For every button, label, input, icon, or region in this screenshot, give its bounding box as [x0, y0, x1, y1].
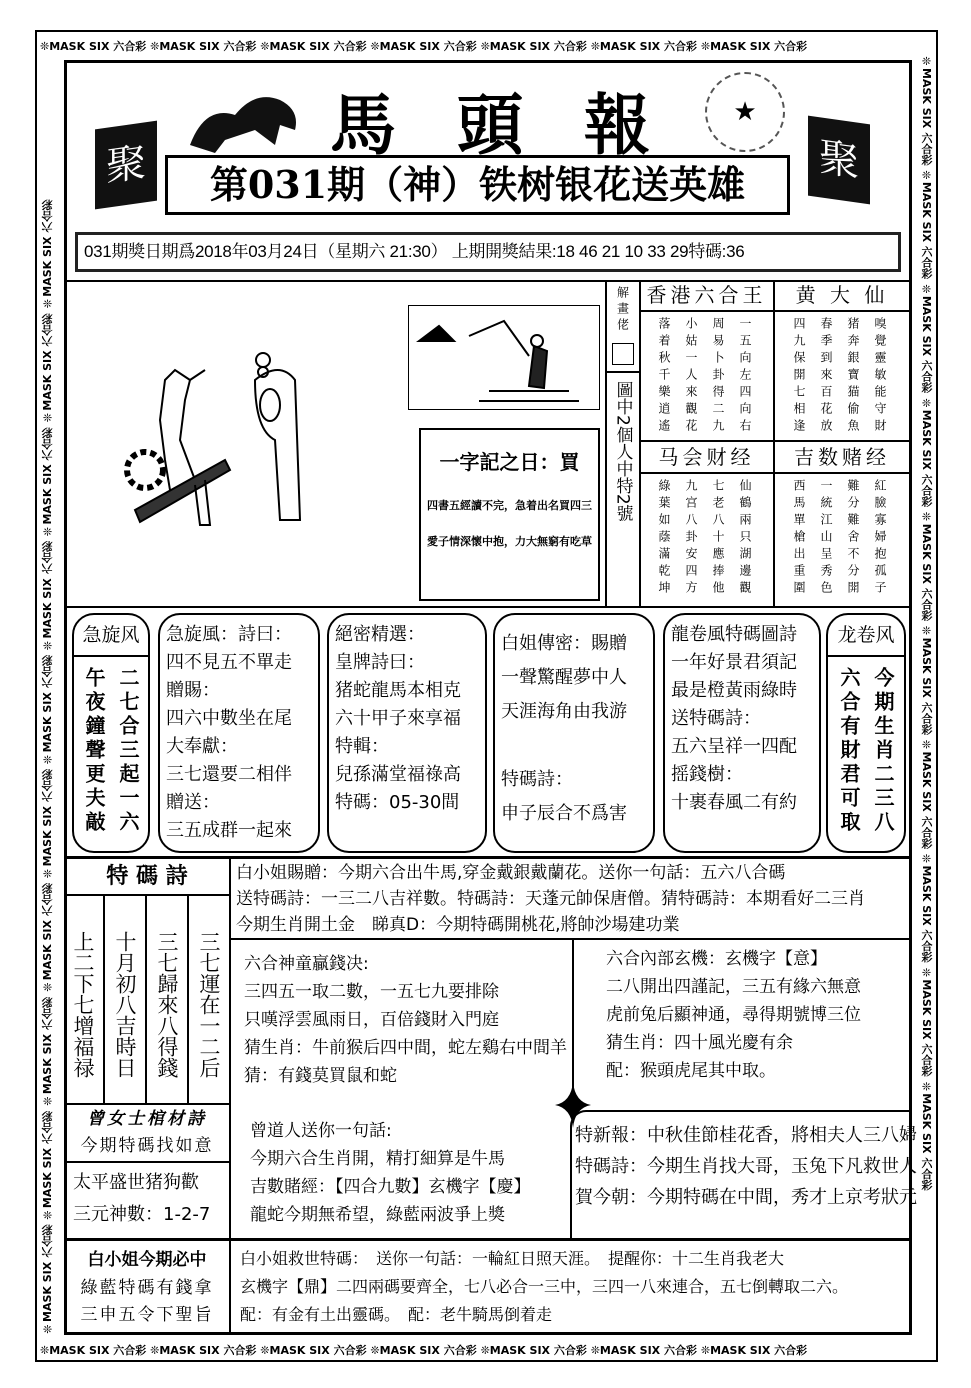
zeng-nvshi-line: 今期特碼找如意 [80, 1136, 214, 1156]
border-flower-icon: ❊ [41, 296, 54, 310]
border-lhc-text: 六合彩 [920, 1157, 933, 1191]
border-mask-text: MASK SIX [489, 40, 551, 53]
poem-line: 猪蛇龍馬本相克 [335, 680, 461, 701]
poem-line: 贈賜： [166, 680, 220, 701]
border-flower-icon: ❊ [41, 524, 54, 538]
text-line: 六合神童贏錢决: [244, 954, 369, 974]
border-mask-text: MASK SIX [41, 464, 54, 525]
jiehualao-seal [612, 343, 634, 365]
jiehualao-column [605, 280, 641, 608]
poem-line: 急旋風：詩曰： [166, 624, 292, 645]
border-flower-icon: ❊ [150, 1344, 160, 1357]
zeng-nvshi-panel [65, 1103, 231, 1163]
border-flower-icon: ❊ [480, 1344, 490, 1357]
bottom-text [240, 1245, 848, 1329]
verse-table [775, 280, 911, 442]
text-line: 猜生肖：四十風光慶有余 [606, 1033, 793, 1053]
temashi-column: 上二下七增福禄 [71, 931, 95, 1078]
border-lhc-text: 六合彩 [553, 40, 587, 53]
poem-line: 四不見五不單走 [166, 652, 292, 673]
verse-table-title: 香港六合王 [640, 280, 773, 312]
border-flower-icon: ❊ [920, 852, 933, 866]
verse-table-title: 吉数赌经 [775, 442, 909, 474]
divider-vertical [572, 938, 574, 1098]
text-line: 配：有金有土出靈碼。 配：老牛騎馬倒着走 [240, 1305, 553, 1324]
poem-line: 十裹春風二有約 [671, 792, 797, 813]
riddle-line: 愛子情深懷中抱，力大無窮有吃草 [427, 535, 592, 548]
border-lhc-text: 六合彩 [41, 997, 54, 1031]
border-mask-text: MASK SIX [920, 181, 933, 243]
text-line: 特新報：中秋佳節桂花香，將相夫人三八婦 [575, 1125, 917, 1146]
border-flower-icon: ❊ [590, 1344, 600, 1357]
border-lhc-text: 六合彩 [774, 1344, 808, 1357]
border-mask-text: MASK SIX [710, 1344, 771, 1357]
border-flower-icon: ❊ [920, 282, 933, 296]
border-flower-icon: ❊ [370, 40, 380, 53]
right-flag: 聚 [808, 116, 870, 205]
zeng-nvshi-title: 曾女士棺材詩 [87, 1109, 207, 1129]
border-flower-icon: ❊ [920, 1080, 933, 1094]
border-mask-text: MASK SIX [920, 751, 933, 812]
poem-line: 龍卷風特碼圖詩 [671, 624, 797, 645]
border-lhc-text: 六合彩 [223, 1344, 257, 1357]
border-flower-icon: ❊ [920, 168, 933, 182]
poem-line: 絕密精選： [335, 624, 425, 645]
verse-column: 落着秋千樂逍遙 [657, 317, 671, 436]
border-mask-text: MASK SIX [920, 1093, 933, 1154]
poem-line: 兒孫滿堂福祿高 [335, 764, 461, 785]
text-line: 只嘆浮雲風雨日，百倍錢財入門庭 [244, 1010, 499, 1030]
border-mask-text: MASK SIX [159, 40, 220, 53]
border-lhc-text: 六合彩 [113, 1344, 147, 1357]
border-mask-text: MASK SIX [41, 1147, 54, 1209]
text-line: 送特碼詩：一三二八吉祥數。特碼詩：天蓬元帥保唐僧。猜特碼詩：本期看好二三肖 [236, 889, 865, 909]
border-flower-icon: ❊ [41, 1208, 54, 1222]
poem-box-1 [158, 613, 320, 853]
border-lhc-text: 六合彩 [920, 815, 933, 849]
temashi-panel [65, 858, 231, 1103]
border-mask-text: MASK SIX [379, 40, 440, 53]
border-pattern-right [918, 55, 934, 1335]
border-lhc-text: 六合彩 [664, 40, 697, 53]
poem-line: 三五成群一起來 [166, 820, 292, 841]
poem-line: 六十甲子來享福 [335, 708, 461, 729]
poem-line: 送特碼詩： [671, 708, 761, 729]
border-mask-text: MASK SIX [920, 637, 933, 698]
border-flower-icon: ❊ [370, 1344, 380, 1357]
border-mask-text: MASK SIX [41, 236, 54, 297]
poem-line: 白姐傳密：賜贈 [501, 633, 627, 654]
verse-column: 春季到來百花放 [819, 317, 833, 436]
taiping-panel [65, 1163, 231, 1238]
border-flower-icon: ❊ [41, 1094, 54, 1108]
border-lhc-text: 六合彩 [223, 40, 257, 53]
border-flower-icon: ❊ [40, 40, 50, 53]
border-mask-text: MASK SIX [41, 350, 54, 411]
jiehualao-hint: 圖中2個人中特2號 [612, 381, 633, 522]
border-pattern-left [40, 55, 56, 1335]
border-flower-icon: ❊ [41, 866, 54, 880]
seal-stamp: ★ [705, 72, 785, 152]
left-flag: 聚 [95, 121, 157, 210]
border-lhc-text: 六合彩 [41, 769, 54, 803]
issue-banner: 第031期（神）铁树银花送英雄 [165, 155, 790, 215]
temashi-column: 三七運在一二后 [187, 896, 229, 1103]
border-lhc-text: 六合彩 [920, 246, 933, 279]
border-mask-text: MASK SIX [41, 692, 54, 753]
poem-line: 三七還要二相伴 [166, 764, 292, 785]
border-mask-text: MASK SIX [920, 865, 933, 926]
border-mask-text: MASK SIX [489, 1344, 551, 1357]
border-flower-icon: ❊ [41, 410, 54, 424]
border-lhc-text: 六合彩 [920, 701, 933, 735]
border-flower-icon: ❊ [41, 752, 54, 766]
draw-info-bar: 031期獎日期爲2018年03月24日（星期六 21:30） 上期開獎結果:18 46 21 10 33 29特碼:36 [75, 232, 901, 272]
border-lhc-text: 六合彩 [41, 541, 54, 575]
border-flower-icon: ❊ [920, 966, 933, 980]
verse-table-title: 黄 大 仙 [775, 280, 909, 312]
text-line: 賀今朝：今期特碼在中間，秀才上京考狀元 [575, 1187, 917, 1208]
border-mask-text: MASK SIX [599, 1344, 661, 1357]
border-lhc-text: 六合彩 [443, 40, 477, 53]
border-flower-icon: ❊ [150, 40, 160, 53]
column-text: 六合有財君可取 [837, 667, 861, 835]
poem-line: 五六呈祥一四配 [671, 736, 797, 757]
border-mask-text: MASK SIX [41, 1261, 54, 1322]
verse-column: 四九保開七相逢 [792, 317, 806, 436]
texinbao-text [575, 1120, 917, 1213]
verse-column: 紅臉寡婦抱孤子 [873, 479, 887, 598]
text-line: 吉數賭經：【四合九數】玄機字【慶】 [250, 1177, 531, 1197]
border-lhc-text: 六合彩 [333, 40, 367, 53]
poem-box-3 [493, 613, 655, 853]
text-line: 白小姐救世特碼： 送你一句話：一輪紅日照天涯。 提醒你：十二生肖我老大 [240, 1249, 785, 1268]
riddle-title: 一字記之日：買 [439, 450, 580, 474]
verse-column: 小姑一人來觀花 [684, 317, 698, 436]
border-mask-text: MASK SIX [920, 295, 933, 357]
border-lhc-text: 六合彩 [920, 473, 933, 507]
fisherman-illustration [408, 305, 600, 410]
zeng-daoren-text [250, 1117, 531, 1229]
text-line: 猜生肖：牛前猴后四中間，蛇左鷄右中間羊 [244, 1038, 567, 1058]
jixuanfeng-title: 急旋风 [74, 615, 148, 657]
poem-line: 一年好景君須記 [671, 652, 797, 673]
border-lhc-text: 六合彩 [443, 1344, 477, 1357]
border-lhc-text: 六合彩 [41, 883, 54, 917]
verse-column: 仙鶴兩只湖邊觀 [738, 479, 752, 598]
border-lhc-text: 六合彩 [41, 1111, 54, 1144]
poem-line: 皇牌詩曰： [335, 652, 425, 673]
riddle-box [419, 428, 600, 601]
jixuanfeng-box [72, 613, 150, 853]
bixz-title: 白小姐今期必中 [87, 1250, 207, 1270]
border-lhc-text: 六合彩 [113, 40, 147, 53]
bixz-line: 綠藍特碼有錢拿 [80, 1278, 214, 1298]
border-flower-icon: ❊ [480, 40, 490, 53]
verse-table-body [775, 474, 903, 602]
poem-box-4 [663, 613, 821, 853]
border-lhc-text: 六合彩 [920, 132, 933, 166]
border-lhc-text: 六合彩 [553, 1344, 587, 1357]
column-text: 今期生肖二三八 [871, 667, 895, 835]
text-line: 今期六合生肖開，精打細算是牛馬 [250, 1149, 505, 1169]
verse-table-body [640, 474, 768, 602]
border-flower-icon: ❊ [920, 55, 933, 68]
border-mask-text: MASK SIX [920, 68, 933, 129]
verse-table [640, 280, 775, 442]
temashi-column: 十月初八吉時日 [103, 896, 145, 1103]
text-line: 龍蛇今期無希望，綠藍兩波爭上獎 [250, 1205, 505, 1225]
verse-column: 一統江山呈秀色 [819, 479, 833, 598]
cat-illustration [105, 340, 345, 534]
border-mask-text: MASK SIX [41, 578, 54, 639]
text-line: 白小姐賜贈：今期六合出牛馬,穿金戴銀戴蘭花。送你一句話：五六八合碼 [236, 863, 786, 883]
poem-line: 摇錢樹： [671, 764, 743, 785]
border-lhc-text: 六合彩 [774, 40, 808, 53]
border-lhc-text: 六合彩 [41, 313, 54, 347]
column-text: 二七合三起一六 [116, 667, 140, 835]
border-lhc-text: 六合彩 [41, 427, 54, 461]
border-flower-icon: ❊ [41, 638, 54, 652]
border-lhc-text: 六合彩 [920, 929, 933, 963]
border-lhc-text: 六合彩 [41, 655, 54, 689]
border-mask-text: MASK SIX [379, 1344, 440, 1357]
border-lhc-text: 六合彩 [920, 359, 933, 393]
border-mask-text: MASK SIX [49, 1344, 110, 1357]
border-mask-text: MASK SIX [920, 409, 933, 470]
text-line: 六合內部玄機：玄機字【意】 [606, 949, 827, 969]
newspaper-title: 馬 頭 報 [330, 86, 669, 164]
verse-column: 西馬單槍出重圍 [792, 479, 806, 598]
poem-line: 天涯海角由我游 [501, 701, 627, 722]
verse-table-title: 马会财经 [640, 442, 773, 474]
verse-table-body [640, 312, 768, 440]
jiehualao-label: 解畫佬 [615, 286, 630, 334]
border-flower-icon: ❊ [920, 738, 933, 752]
border-mask-text: MASK SIX [710, 40, 771, 53]
bixz-line: 三申五令下聖旨 [80, 1305, 214, 1325]
poem-box-2 [327, 613, 487, 853]
baixiaojie-top [236, 858, 906, 938]
poem-line: 特碼：05-30間 [335, 792, 460, 813]
border-flower-icon: ❊ [700, 40, 711, 53]
border-mask-text: MASK SIX [41, 1033, 54, 1095]
border-lhc-text: 六合彩 [920, 1043, 933, 1077]
longjuanfeng-box [826, 613, 906, 853]
verse-column: 綠葉如蔭滿乾坤 [657, 479, 671, 598]
horse-logo [185, 85, 305, 159]
poem-line [501, 729, 647, 763]
text-line: 配：猴頭虎尾其中取。 [606, 1061, 776, 1081]
text-line: 三四五一取二數，一五七九要排除 [244, 982, 499, 1002]
bixz-panel [65, 1241, 231, 1333]
border-flower-icon: ❊ [41, 980, 54, 994]
verse-column: 猪奔銀寶猫偷魚 [846, 317, 860, 436]
border-lhc-text: 六合彩 [41, 199, 54, 233]
taiping-line: 太平盛世猪狗歡 [73, 1172, 199, 1193]
text-line: 玄機字【鼎】二四兩碼要齊全，七八必合一三中，三四一八來連合，五七倒轉取二六。 [240, 1277, 849, 1296]
border-flower-icon: ❊ [260, 1344, 270, 1357]
riddle-line: 四書五經讀不完，急着出名買四三 [427, 499, 592, 512]
border-mask-text: MASK SIX [41, 920, 54, 981]
border-flower-icon: ❊ [920, 624, 933, 638]
border-mask-text: MASK SIX [269, 1344, 330, 1357]
border-lhc-text: 六合彩 [920, 587, 933, 621]
text-line: 今期生肖開土金 睇真D：今期特碼開桃花,將帥沙場建功業 [236, 915, 680, 935]
border-flower-icon: ❊ [40, 1344, 50, 1357]
temashi-column: 三七歸來八得錢 [145, 896, 187, 1103]
temashi-title: 特 碼 詩 [65, 858, 229, 896]
text-line: 二八開出四謹記，三五有緣六無意 [606, 977, 861, 997]
verse-table [640, 442, 775, 608]
verse-column: 嗅覺靈敏能守財 [873, 317, 887, 436]
border-flower-icon: ❊ [700, 1344, 711, 1357]
poem-line: 贈送： [166, 792, 220, 813]
verse-table [775, 442, 911, 608]
text-line: 曾道人送你一句話: [250, 1121, 392, 1141]
text-line: 特碼詩：今期生肖找大哥，玉兔下凡救世人 [575, 1156, 917, 1177]
poem-line: 四六中數坐在尾 [166, 708, 292, 729]
poem-line: 特輯： [335, 736, 389, 757]
border-mask-text: MASK SIX [41, 806, 54, 867]
shentong-text [244, 950, 567, 1090]
verse-column: 難分難舍不分開 [846, 479, 860, 598]
border-mask-text: MASK SIX [920, 979, 933, 1040]
border-flower-icon: ❊ [260, 40, 270, 53]
text-line: 虎前兔后顯神通，尋得期號博三位 [606, 1005, 861, 1025]
border-lhc-text: 六合彩 [333, 1344, 367, 1357]
border-lhc-text: 六合彩 [41, 1224, 54, 1258]
border-pattern-top [40, 38, 915, 54]
verse-column: 九宫八卦安四方 [684, 479, 698, 598]
verse-table-body [775, 312, 903, 440]
border-mask-text: MASK SIX [599, 40, 661, 53]
border-flower-icon: ❊ [41, 1322, 54, 1335]
poem-line: 最是橙黃雨綠時 [671, 680, 797, 701]
border-lhc-text: 六合彩 [664, 1344, 697, 1357]
poem-line: 大奉獻： [166, 736, 238, 757]
text-line: 猜：有錢莫買鼠和蛇 [244, 1066, 397, 1086]
verse-column: 周易卜卦得二九 [711, 317, 725, 436]
verse-column: 一五向左四向右 [738, 317, 752, 436]
border-mask-text: MASK SIX [269, 40, 330, 53]
border-mask-text: MASK SIX [159, 1344, 220, 1357]
border-pattern-bottom [40, 1342, 915, 1358]
neibu-text [606, 945, 861, 1085]
border-flower-icon: ❊ [920, 510, 933, 524]
border-flower-icon: ❊ [590, 40, 600, 53]
verse-column: 七老八十應捧他 [711, 479, 725, 598]
longjuanfeng-columns [829, 657, 903, 845]
taiping-line: 三元神數：1-2-7 [73, 1204, 211, 1225]
jixuanfeng-columns [74, 657, 148, 845]
poem-line: 特碼詩： [501, 769, 573, 790]
border-mask-text: MASK SIX [49, 40, 110, 53]
poem-line: 申子辰合不爲害 [501, 803, 627, 824]
longjuanfeng-title: 龙卷风 [828, 615, 904, 657]
column-text: 午夜鐘聲更夫敲 [82, 667, 106, 835]
poem-line: 一聲驚醒夢中人 [501, 667, 627, 688]
border-mask-text: MASK SIX [920, 523, 933, 584]
border-flower-icon: ❊ [920, 396, 933, 410]
